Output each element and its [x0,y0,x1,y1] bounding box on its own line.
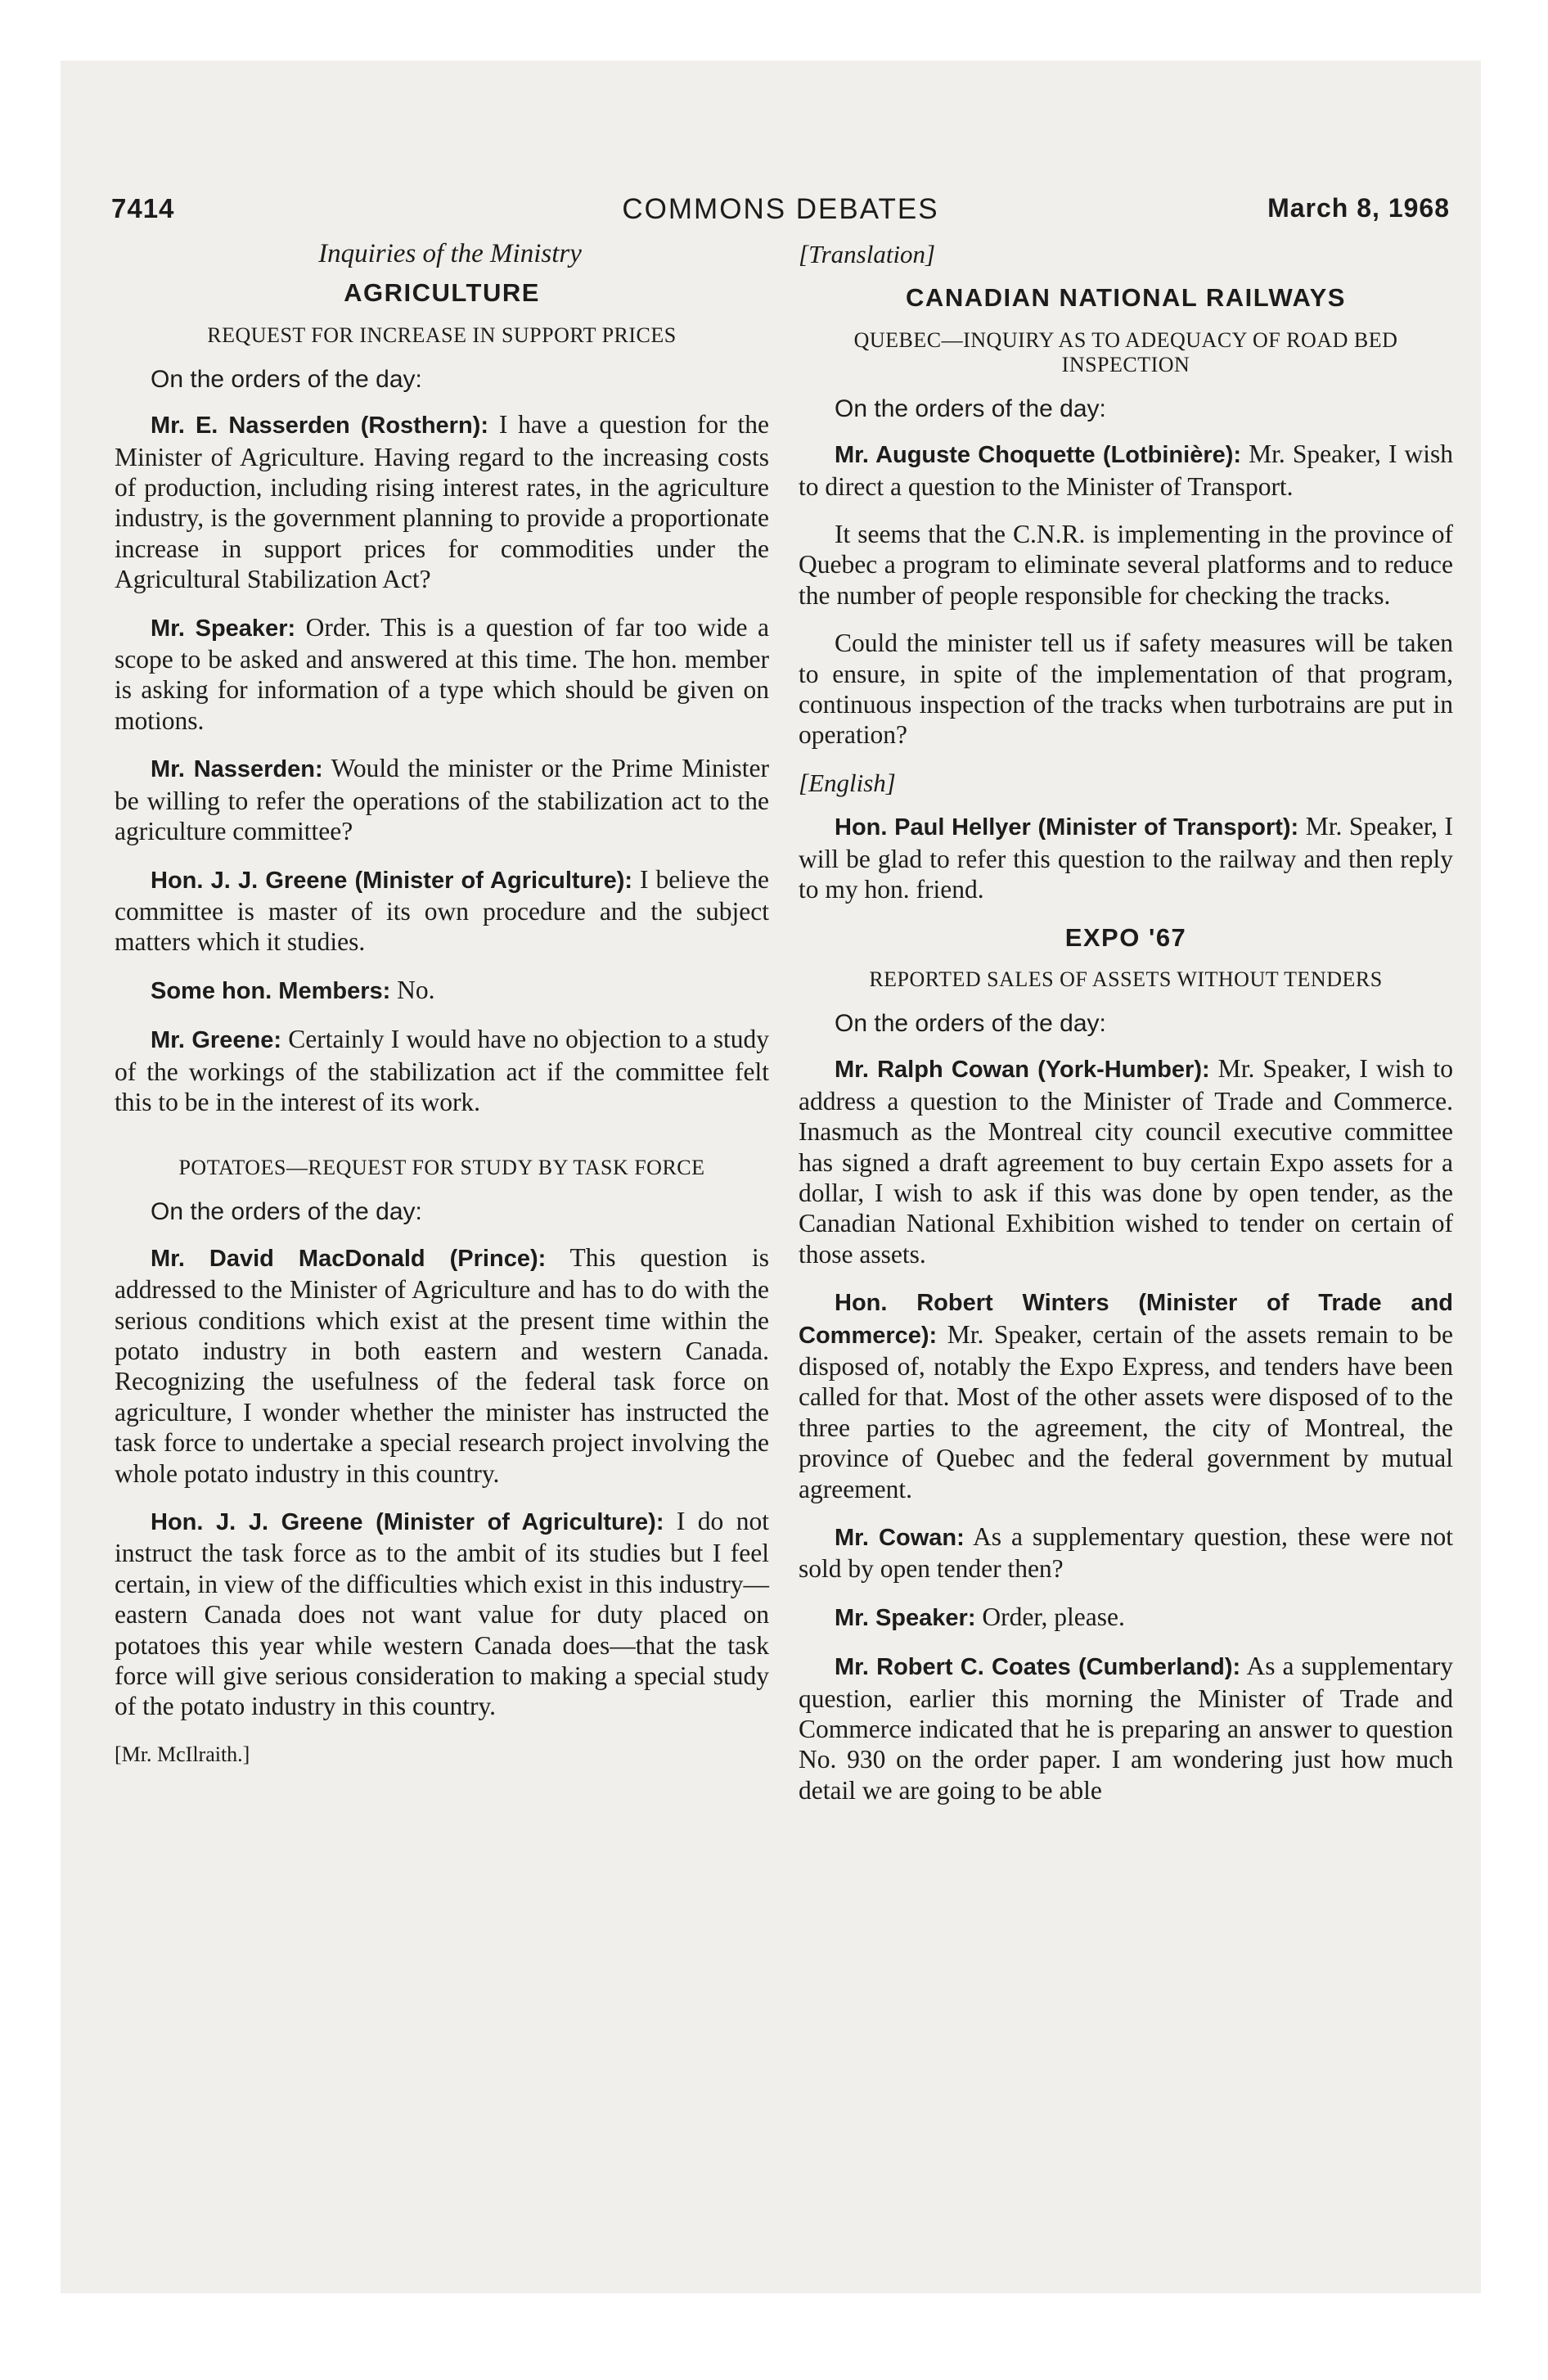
speech-paragraph [799,439,1453,502]
speech-text: Would the minister or the Prime Minister be willing to refer the operations of the stabilization act to the agriculture committee? [115,754,769,846]
speech-text: It seems that the C.N.R. is implementing in the province of Quebec a program to eliminate several platforms and to reduce the number of people responsible for checking the tracks. [799,520,1453,610]
speaker-name: Mr. David MacDonald (Prince): [151,1245,547,1272]
orders-of-the-day: On the orders of the day: [151,365,422,393]
publication-title: COMMONS DEBATES [622,193,939,225]
page-header [111,193,1450,242]
heading-cnr: CANADIAN NATIONAL RAILWAYS [906,283,1346,313]
speech-paragraph [799,1287,1453,1504]
speech-text: Certainly I would have no objection to a study of the workings of the stabilization act if the committee felt this to be in the interest of its work. [115,1025,769,1116]
speaker-name: Some hon. Members: [151,977,391,1004]
speech-paragraph [799,1521,1453,1584]
left-column [115,239,769,1769]
speech-text: Mr. Speaker, I wish to address a question to the Minister of Trade and Commerce. Inasmuch as the Montreal city council executive committee has signed a draft agreement to buy certain Expo assets for a dollar, I wish to ask if this was done by open tender, as the Canadian National Exhibition wished to tender on certain of those assets. [799,1054,1453,1269]
speech-text: No. [390,975,435,1004]
speaker-name: Mr. Ralph Cowan (York-Humber): [835,1057,1210,1084]
spacer [115,1134,769,1156]
speech-text: I do not instruct the task force as to the ambit of its studies but I feel certain, in view of the difficulties which exist in this industry—eastern Canada does not want value for duty placed on potatoes this year while western Canada does—that the task force will give serious consideration to making a special study of the potato industry in this country. [115,1507,769,1721]
speech-paragraph [799,1651,1453,1805]
subheading-support-prices: REQUEST FOR INCREASE IN SUPPORT PRICES [207,322,677,347]
speaker-name: Mr. Speaker: [151,615,296,642]
speech-paragraph [799,1602,1453,1634]
speaker-name: Mr. Auguste Choquette (Lotbinière): [835,442,1242,469]
speech-paragraph [799,1053,1453,1269]
heading-agriculture: AGRICULTURE [344,278,540,308]
speech-text: Mr. Speaker, I wish to direct a question to the Minister of Transport. [799,439,1453,501]
speech-paragraph [115,1242,769,1489]
speech-text: I have a question for the Minister of Agriculture. Having regard to the increasing costs of production, including rising interest rates, in the agriculture industry, is the government planning to provide a proportionate increase in support prices for commodities under the Agricultural Stabilization Act? [115,410,770,594]
speech-text: Order, please. [975,1602,1125,1631]
section-kicker: Inquiries of the Ministry [318,239,582,268]
speech-text: As a supplementary question, these were not sold by open tender then? [799,1522,1453,1584]
orders-of-the-day: On the orders of the day: [151,1198,422,1226]
speech-paragraph [115,975,769,1007]
speech-text: Mr. Speaker, I will be glad to refer this question to the railway and then reply to my hon. friend. [799,812,1453,904]
right-column [799,239,1453,1823]
speech-text: Could the minister tell us if safety measures will be taken to ensure, in spite of the implementation of that program, continuous inspection of the tracks when turbotrains are put in operation? [799,629,1453,750]
speech-paragraph [115,864,769,958]
subheading-potatoes: POTATOES—REQUEST FOR STUDY BY TASK FORCE [178,1156,705,1180]
page-date: March 8, 1968 [1267,193,1450,223]
speech-text: Mr. Speaker, certain of the assets remain to be disposed of, notably the Expo Express, and tenders have been called for that. Most of the other assets were disposed of to the three parties to the agreement, the city of Montreal, the province of Quebec and the federal government by mutual agreement. [799,1319,1453,1503]
speech-paragraph [115,753,769,846]
subheading-quebec: QUEBEC—INQUIRY AS TO ADEQUACY OF ROAD BED INSPECTION [853,327,1398,376]
speaker-name: Hon. J. J. Greene (Minister of Agriculture): [151,867,633,894]
speaker-name: Mr. Greene: [151,1027,281,1054]
speaker-name: Mr. Robert C. Coates (Cumberland): [835,1654,1241,1681]
orders-of-the-day: On the orders of the day: [835,1009,1106,1037]
english-note: [English] [799,768,896,797]
speech-paragraph [115,409,769,594]
speech-text: Order. This is a question of far too wide a scope to be asked and answered at this time. The hon. member is asking for information of a type which should be given on motions. [115,612,769,735]
page-number: 7414 [111,193,175,223]
speech-paragraph [115,1506,769,1722]
speech-text: I believe the committee is master of its own procedure and the subject matters which it studies. [115,864,769,957]
speaker-name: Hon. Paul Hellyer (Minister of Transport): [835,814,1299,841]
speech-text: This question is addressed to the Minister of Agriculture and has to do with the serious conditions which exist at the present time within the potato industry in both eastern and western Canada. Recognizing the usefulness of the federal task force on agriculture, I wonder whether the minister has instructed the task force to undertake a special research project involving the whole potato industry in this country. [115,1242,770,1488]
translation-note: [Translation] [799,240,936,268]
orders-of-the-day: On the orders of the day: [835,394,1106,422]
speech-paragraph [115,1024,769,1117]
speech-paragraph [799,628,1453,751]
speaker-name: Hon. Robert Winters (Minister of Trade and Commerce): [799,1290,1453,1349]
speaker-name: Mr. E. Nasserden (Rosthern): [151,412,488,439]
speech-text: As a supplementary question, earlier this morning the Minister of Trade and Commerce indicated that he is preparing an answer to question No. 930 on the order paper. I am wondering just how much detail we are going to be able [799,1652,1453,1805]
speech-paragraph [115,612,769,737]
heading-expo: EXPO '67 [1064,922,1187,952]
speech-paragraph [799,811,1453,904]
speaker-name: Mr. Cowan: [835,1525,965,1551]
speaker-name: Mr. Nasserden: [151,756,323,783]
speaker-name: Hon. J. J. Greene (Minister of Agriculture): [151,1509,664,1535]
speaker-name: Mr. Speaker: [835,1604,976,1631]
speech-paragraph [799,519,1453,611]
page-footnote: [Mr. McIlraith.] [115,1742,250,1766]
subheading-expo-assets: REPORTED SALES OF ASSETS WITHOUT TENDERS [869,967,1383,991]
